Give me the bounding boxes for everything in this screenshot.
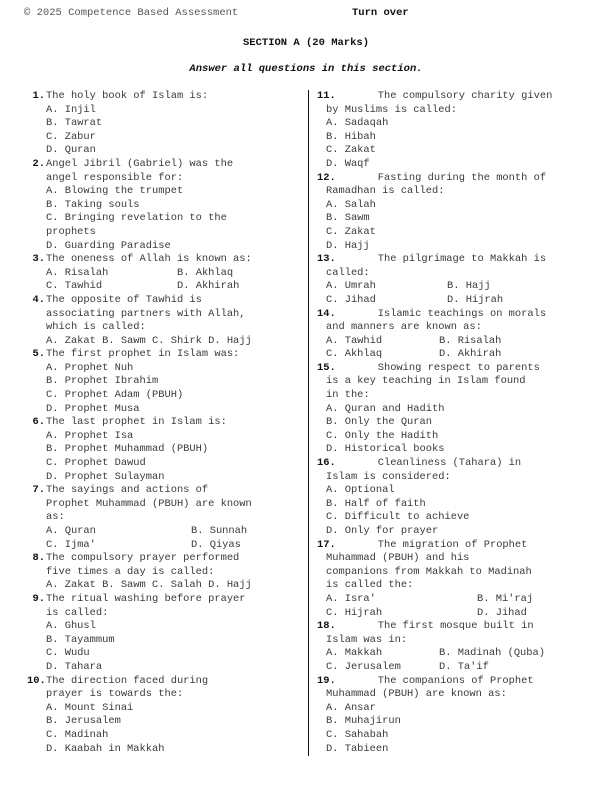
question-body <box>46 104 304 158</box>
question-9 <box>32 592 304 675</box>
answer-option: B. Muhajirun <box>326 715 401 728</box>
question-body <box>46 308 304 349</box>
answer-option: B. Mi'raj <box>477 592 534 605</box>
question-number: 5. <box>32 348 45 361</box>
question-10 <box>27 674 304 757</box>
answer-option: A. Zakat B. Sawm C. Salah D. Hajj <box>46 579 252 592</box>
answer-option: D. Kaabah in Makkah <box>46 742 165 755</box>
answer-option: C. Prophet Dawud <box>46 457 146 470</box>
answer-option: C. Akhlaq <box>326 348 383 361</box>
question-text-continued: by Muslims is called: <box>326 103 457 116</box>
question-text: The last prophet in Islam is: <box>46 416 227 429</box>
question-stem <box>28 484 304 498</box>
question-body <box>46 607 304 675</box>
question-text-continued: and manners are known as: <box>326 321 482 334</box>
answer-option: C. Sahabah <box>326 728 389 741</box>
answer-option: B. Akhlaq <box>177 266 234 279</box>
answer-option: A. Optional <box>326 484 395 497</box>
question-stem <box>317 457 608 471</box>
question-text-continued: Muhammad (PBUH) and his <box>326 552 470 565</box>
question-4 <box>32 293 304 348</box>
answer-option-row <box>326 348 608 362</box>
question-text-continued: five times a day is called: <box>46 565 215 578</box>
question-stem <box>317 90 608 104</box>
question-text: Cleanliness (Tahara) in <box>377 457 522 470</box>
question-body <box>46 362 304 416</box>
question-text: Showing respect to parents <box>377 361 540 374</box>
question-body <box>326 688 608 756</box>
section-title: SECTION A (20 Marks) <box>242 37 370 49</box>
question-body <box>326 471 608 539</box>
answer-option: C. Zabur <box>46 130 96 143</box>
question-text-continued: Ramadhan is called: <box>326 185 445 198</box>
answer-option: D. Tahara <box>46 660 103 673</box>
answer-option: C. Tawhid <box>46 280 103 293</box>
question-number: 2. <box>32 157 45 170</box>
answer-option: D. Akhirah <box>177 280 240 293</box>
question-stem <box>317 675 608 689</box>
question-1 <box>32 90 304 158</box>
answer-option: B. Half of faith <box>326 497 426 510</box>
question-number: 11. <box>317 90 336 102</box>
answer-option-row <box>326 593 608 607</box>
question-18 <box>317 620 608 674</box>
answer-option: D. Tabieen <box>326 742 389 755</box>
answer-option-row <box>326 335 608 349</box>
question-stem <box>317 620 608 634</box>
answer-option: A. Makkah <box>326 647 383 660</box>
answer-option: B. Hibah <box>326 130 376 143</box>
question-stem <box>28 675 304 689</box>
question-text-continued: is a key teaching in Islam found <box>326 375 526 388</box>
question-body <box>46 172 304 254</box>
question-text-continued: Islam is considered: <box>326 470 451 483</box>
answer-option: D. Hajj <box>326 239 370 252</box>
question-text-continued: Prophet Muhammad (PBUH) are known <box>46 497 252 510</box>
question-text: The first mosque built in <box>377 620 534 633</box>
answer-option: B. Only the Quran <box>326 416 433 429</box>
answer-option: C. Wudu <box>46 647 90 660</box>
question-body <box>326 185 608 253</box>
answer-option: D. Ta'if <box>439 660 489 673</box>
question-17 <box>317 538 608 621</box>
answer-option: B. Hajj <box>447 280 491 293</box>
copyright-footer: © 2025 Competence Based Assessment <box>24 7 239 19</box>
answer-option: B. Madinah (Quba) <box>439 647 546 660</box>
question-text: The compulsory prayer performed <box>46 552 240 565</box>
answer-option: B. Prophet Muhammad (PBUH) <box>46 443 209 456</box>
answer-option: C. Hijrah <box>326 606 383 619</box>
question-text: The pilgrimage to Makkah is <box>377 253 547 266</box>
question-text: The direction faced during <box>46 674 209 687</box>
question-3 <box>32 253 304 294</box>
answer-option: A. Quran <box>46 525 96 537</box>
answer-option-row <box>326 661 608 675</box>
question-stem <box>28 158 304 172</box>
right-question-column <box>317 90 608 756</box>
question-text: The sayings and actions of <box>46 484 209 497</box>
question-stem <box>28 552 304 566</box>
question-number: 15. <box>317 361 336 374</box>
question-2 <box>32 157 304 253</box>
question-number: 9. <box>32 592 45 605</box>
question-8 <box>32 552 304 593</box>
answer-option: A. Quran and Hadith <box>326 402 445 415</box>
question-text-continued: is called the: <box>326 579 414 592</box>
answer-option: A. Isra' <box>326 592 376 605</box>
question-text-continued: Muhammad (PBUH) are known as: <box>326 688 507 701</box>
question-number: 7. <box>32 484 45 497</box>
question-13 <box>317 253 608 307</box>
answer-option: B. Tayammum <box>46 633 115 646</box>
answer-option: C. Zakat <box>326 225 376 238</box>
question-text: The oneness of Allah is known as: <box>46 253 252 266</box>
answer-option: C. Jihad <box>326 293 376 306</box>
answer-option: D. Jihad <box>477 606 527 619</box>
answer-option-row <box>46 539 304 553</box>
answer-option: A. Risalah <box>46 266 109 279</box>
question-stem <box>317 362 608 376</box>
answer-option: D. Qiyas <box>191 538 241 551</box>
question-number: 14. <box>317 307 336 320</box>
answer-option: C. Madinah <box>46 728 109 741</box>
question-body <box>326 104 608 172</box>
question-number: 10. <box>27 674 46 687</box>
question-body <box>326 267 608 308</box>
question-number: 3. <box>32 253 45 266</box>
question-body <box>326 321 608 362</box>
question-text-continued: called: <box>326 266 370 279</box>
answer-option: C. Jerusalem <box>326 660 401 673</box>
answer-option: D. Prophet Sulayman <box>46 470 165 483</box>
answer-option: A. Ansar <box>326 701 376 714</box>
question-text: The ritual washing before prayer <box>46 592 246 605</box>
question-text-continued: Islam was in: <box>326 633 408 646</box>
question-stem <box>28 348 304 362</box>
question-number: 4. <box>32 293 45 306</box>
question-6 <box>32 416 304 484</box>
question-body <box>46 267 304 294</box>
answer-option-row <box>326 647 608 661</box>
question-number: 16. <box>317 457 336 470</box>
question-number: 17. <box>317 538 336 551</box>
answer-option: C. Only the Hadith <box>326 429 439 442</box>
question-body <box>46 498 304 552</box>
question-stem <box>317 253 608 267</box>
answer-option: D. Hijrah <box>447 293 504 306</box>
question-number: 8. <box>32 552 45 565</box>
answer-option-row <box>326 294 608 308</box>
question-number: 13. <box>317 253 336 266</box>
answer-option: D. Waqf <box>326 157 370 170</box>
question-stem <box>317 539 608 553</box>
column-divider <box>308 90 309 756</box>
answer-option: D. Akhirah <box>439 348 502 361</box>
answer-option: A. Mount Sinai <box>46 701 134 714</box>
answer-option: A. Umrah <box>326 280 376 293</box>
question-14 <box>317 307 608 362</box>
left-question-column <box>27 90 304 756</box>
answer-option: prophets <box>46 225 96 238</box>
question-text: Angel Jibril (Gabriel) was the <box>46 157 234 170</box>
question-body <box>326 375 608 457</box>
question-15 <box>317 361 608 457</box>
answer-option: C. Zakat <box>326 144 376 157</box>
answer-option: A. Salah <box>326 198 376 211</box>
answer-option: A. Injil <box>46 103 96 116</box>
question-stem <box>317 308 608 322</box>
answer-option: B. Tawrat <box>46 117 103 130</box>
question-number: 19. <box>317 674 336 687</box>
question-body <box>326 552 608 620</box>
section-instruction: Answer all questions in this section. <box>189 63 423 75</box>
answer-option: C. Ijma' <box>46 538 96 551</box>
answer-option: B. Sawm <box>326 212 370 225</box>
question-text-continued: companions from Makkah to Madinah <box>326 565 532 578</box>
answer-option-row <box>326 280 608 294</box>
question-number: 18. <box>317 620 336 633</box>
question-number: 1. <box>32 90 45 102</box>
question-text: Islamic teachings on morals <box>377 307 547 320</box>
question-16 <box>317 457 608 539</box>
answer-option: A. Sadaqah <box>326 117 389 130</box>
answer-option: A. Blowing the trumpet <box>46 185 184 198</box>
answer-option: A. Zakat B. Sawm C. Shirk D. Hajj <box>46 334 252 347</box>
question-number: 12. <box>317 171 336 184</box>
question-text-continued: associating partners with Allah, <box>46 307 246 320</box>
answer-option-row <box>326 607 608 621</box>
answer-option: C. Bringing revelation to the <box>46 212 227 225</box>
question-text: The compulsory charity given <box>377 90 553 102</box>
question-stem <box>28 253 304 267</box>
question-text-continued: is called: <box>46 606 109 619</box>
question-text: The opposite of Tawhid is <box>46 293 202 306</box>
question-stem <box>317 172 608 186</box>
question-body <box>46 688 304 756</box>
answer-option: D. Guarding Paradise <box>46 239 171 252</box>
question-stem <box>28 294 304 308</box>
answer-option: D. Prophet Musa <box>46 402 140 415</box>
answer-option: B. Jerusalem <box>46 715 121 728</box>
question-12 <box>317 171 608 254</box>
question-11 <box>317 90 608 172</box>
answer-option: B. Sunnah <box>191 525 248 537</box>
answer-option: B. Risalah <box>439 334 502 347</box>
answer-option: A. Ghusl <box>46 620 96 633</box>
answer-option: A. Prophet Isa <box>46 429 134 442</box>
question-stem <box>28 416 304 430</box>
answer-option-row <box>46 280 304 294</box>
answer-option: C. Difficult to achieve <box>326 511 470 524</box>
question-text: The migration of Prophet <box>377 538 528 551</box>
question-text: The companions of Prophet <box>377 674 534 687</box>
question-body <box>46 566 304 593</box>
question-body <box>326 634 608 675</box>
answer-option: A. Prophet Nuh <box>46 361 134 374</box>
question-text-continued: angel responsible for: <box>46 171 184 184</box>
question-stem <box>28 90 304 104</box>
answer-option: B. Taking souls <box>46 198 140 211</box>
question-body <box>46 430 304 484</box>
question-text-continued: in the: <box>326 389 370 402</box>
question-stem <box>28 593 304 607</box>
question-text: The holy book of Islam is: <box>46 90 209 102</box>
answer-option: D. Quran <box>46 144 96 157</box>
answer-option: B. Prophet Ibrahim <box>46 375 159 388</box>
answer-option-row <box>46 267 304 281</box>
answer-option: D. Historical books <box>326 443 445 456</box>
turn-over-label: Turn over <box>352 7 409 19</box>
question-text-continued: which is called: <box>46 321 146 334</box>
question-5 <box>32 348 304 416</box>
answer-option: A. Tawhid <box>326 334 383 347</box>
question-text: The first prophet in Islam was: <box>46 348 240 361</box>
answer-option-row <box>46 525 304 539</box>
question-text-continued: as: <box>46 511 65 524</box>
answer-option: C. Prophet Adam (PBUH) <box>46 389 184 402</box>
answer-option: D. Only for prayer <box>326 525 439 537</box>
question-19 <box>317 674 608 757</box>
question-text-continued: prayer is towards the: <box>46 688 184 701</box>
question-number: 6. <box>32 416 45 429</box>
question-text: Fasting during the month of <box>377 171 547 184</box>
question-7 <box>32 484 304 552</box>
